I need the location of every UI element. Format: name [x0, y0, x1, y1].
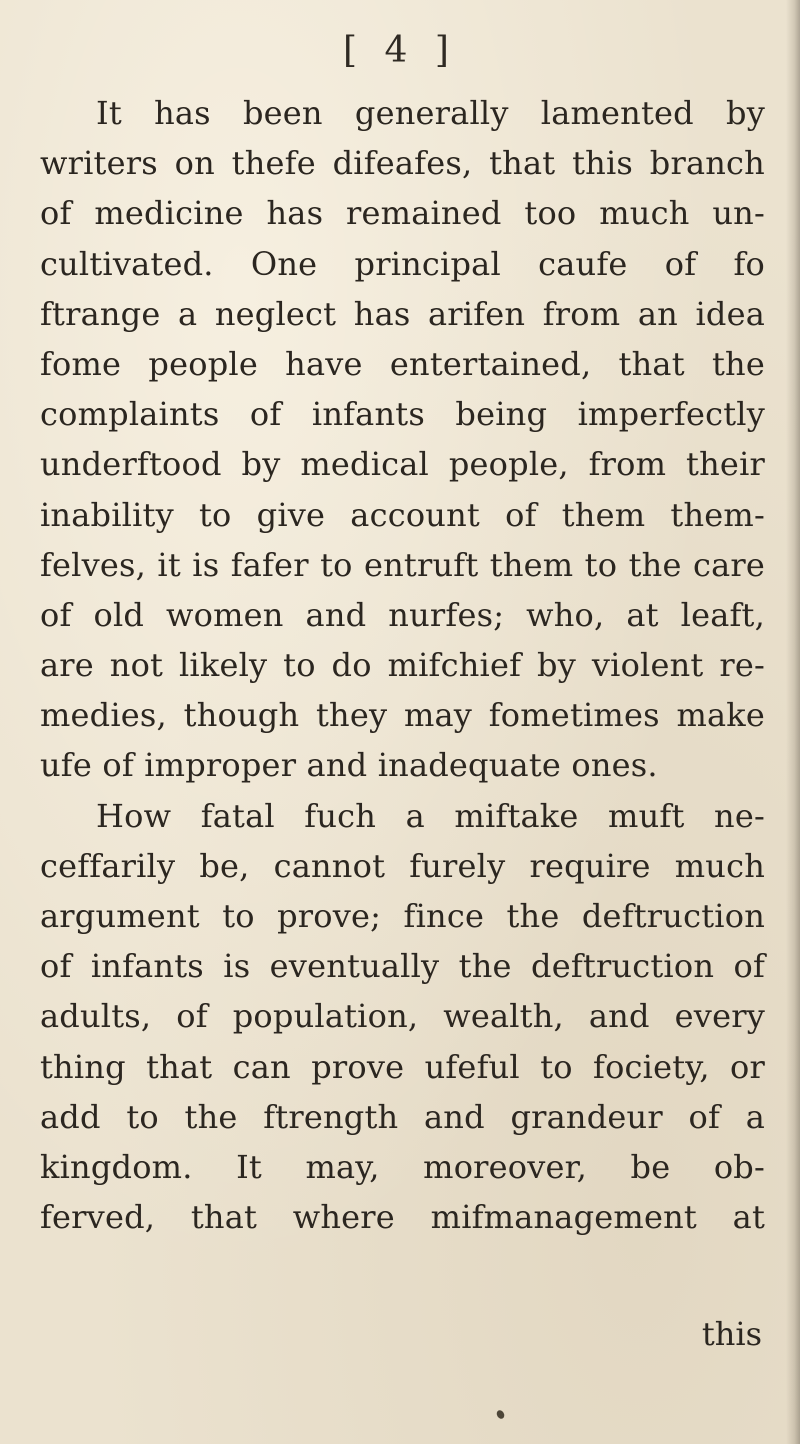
text-line: inability to give account of them them- — [40, 495, 765, 534]
text-line: It has been generally lamented by — [96, 94, 765, 132]
text-line: ferved, that where mifmanagement at — [40, 1198, 765, 1237]
text-line: How fatal fuch a miftake muft ne- — [96, 796, 765, 835]
body-text — [40, 88, 765, 1242]
text-line: fome people have entertained, that the — [40, 344, 765, 383]
text-line: of infants is eventually the deftruction of — [40, 947, 765, 986]
text-line: writers on thefe difeafes, that this branch — [40, 144, 765, 183]
text-line: ftrange a neglect has arifen from an idea — [40, 294, 765, 333]
text-line: medies, though they may fometimes make — [40, 696, 765, 735]
text-line: ceffarily be, cannot furely require much — [40, 846, 765, 885]
page-number: [ 4 ] — [343, 30, 457, 71]
page-edge-shadow — [786, 0, 800, 1444]
text-line: underftood by medical people, from their — [40, 445, 765, 484]
text-line: cultivated. One principal caufe of fo — [40, 244, 765, 283]
catchword: this — [701, 1315, 762, 1353]
text-line: kingdom. It may, moreover, be ob- — [40, 1147, 765, 1186]
text-line: felves, it is fafer to entruft them to the care — [40, 545, 765, 584]
ink-speck — [495, 1409, 506, 1420]
text-line: thing that can prove ufeful to fociety, or — [40, 1047, 765, 1086]
text-line: argument to prove; fince the deftruction — [40, 897, 765, 935]
text-line: add to the ftrength and grandeur of a — [40, 1097, 765, 1136]
text-line: complaints of infants being imperfectly — [40, 395, 765, 434]
text-line: adults, of population, wealth, and every — [40, 997, 765, 1036]
text-line: ufe of improper and inadequate ones. — [40, 746, 658, 785]
text-line: of medicine has remained too much un- — [40, 194, 765, 233]
text-line: of old women and nurfes; who, at leaft, — [40, 595, 765, 634]
text-line: are not likely to do mifchief by violent re- — [40, 646, 765, 685]
